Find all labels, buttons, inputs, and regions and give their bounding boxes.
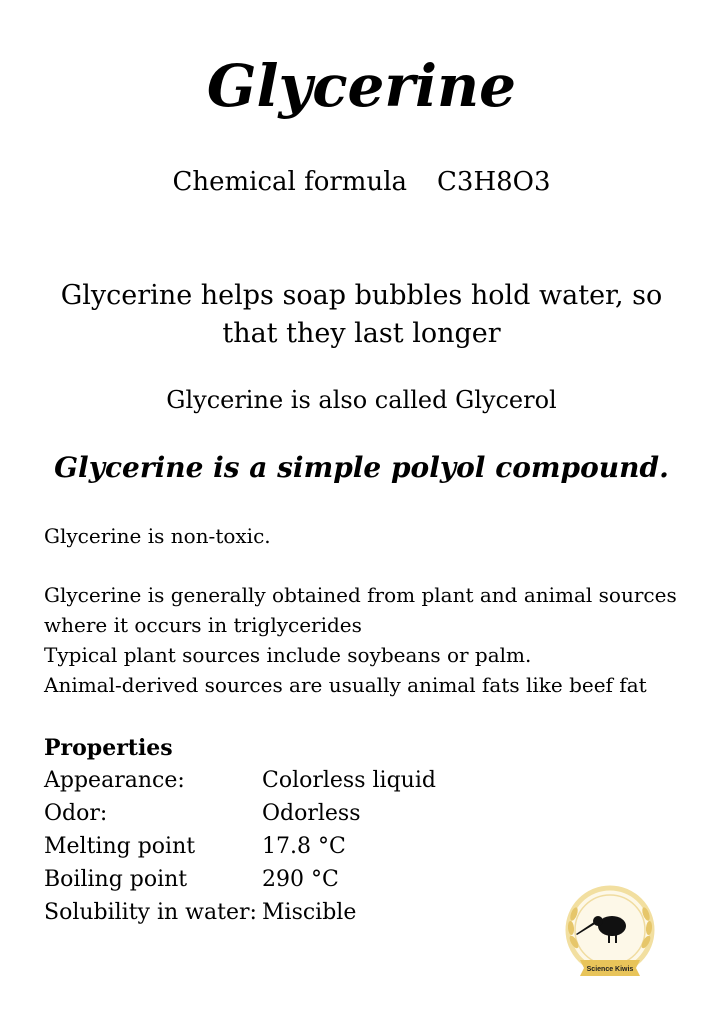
lead-statement: Glycerine helps soap bubbles hold water, so that they last longer: [60, 280, 663, 349]
property-row: [44, 896, 524, 929]
fact-sources: Glycerine is generally obtained from plant and animal sources where it occurs in triglycerides Typical plant sources include soybeans or palm. Animal-derived sources are usually animal fats like beef fat: [44, 583, 677, 697]
alias-statement: Glycerine is also called Glycerol: [166, 386, 557, 414]
property-row: [44, 797, 524, 830]
science-kiwis-logo: [560, 884, 660, 982]
property-value: Colorless liquid: [262, 768, 436, 793]
properties-heading: Properties: [44, 735, 173, 761]
page-title: Glycerine: [206, 52, 517, 120]
chemical-formula: [0, 166, 723, 200]
property-name: Appearance:: [44, 768, 185, 793]
property-row: [44, 830, 524, 863]
highlight-statement: Glycerine is a simple polyol compound.: [54, 451, 669, 484]
property-name: Odor:: [44, 801, 108, 826]
property-row: [44, 863, 524, 896]
fact-non-toxic: Glycerine is non-toxic.: [44, 524, 271, 548]
property-name: Melting point: [44, 834, 196, 859]
property-name: Boiling point: [44, 867, 188, 892]
formula-label: Chemical formula: [172, 167, 408, 197]
properties-table: [44, 732, 524, 929]
property-name: Solubility in water:: [44, 900, 257, 925]
property-value: Odorless: [262, 801, 361, 826]
kiwi-bird-icon: [560, 884, 660, 982]
property-value: 17.8 °C: [262, 834, 346, 859]
property-value: Miscible: [262, 900, 357, 925]
property-row: [44, 764, 524, 797]
formula-value: C3H8O3: [437, 167, 551, 197]
logo-text: Science Kiwis: [586, 966, 634, 973]
property-value: 290 °C: [262, 867, 339, 892]
